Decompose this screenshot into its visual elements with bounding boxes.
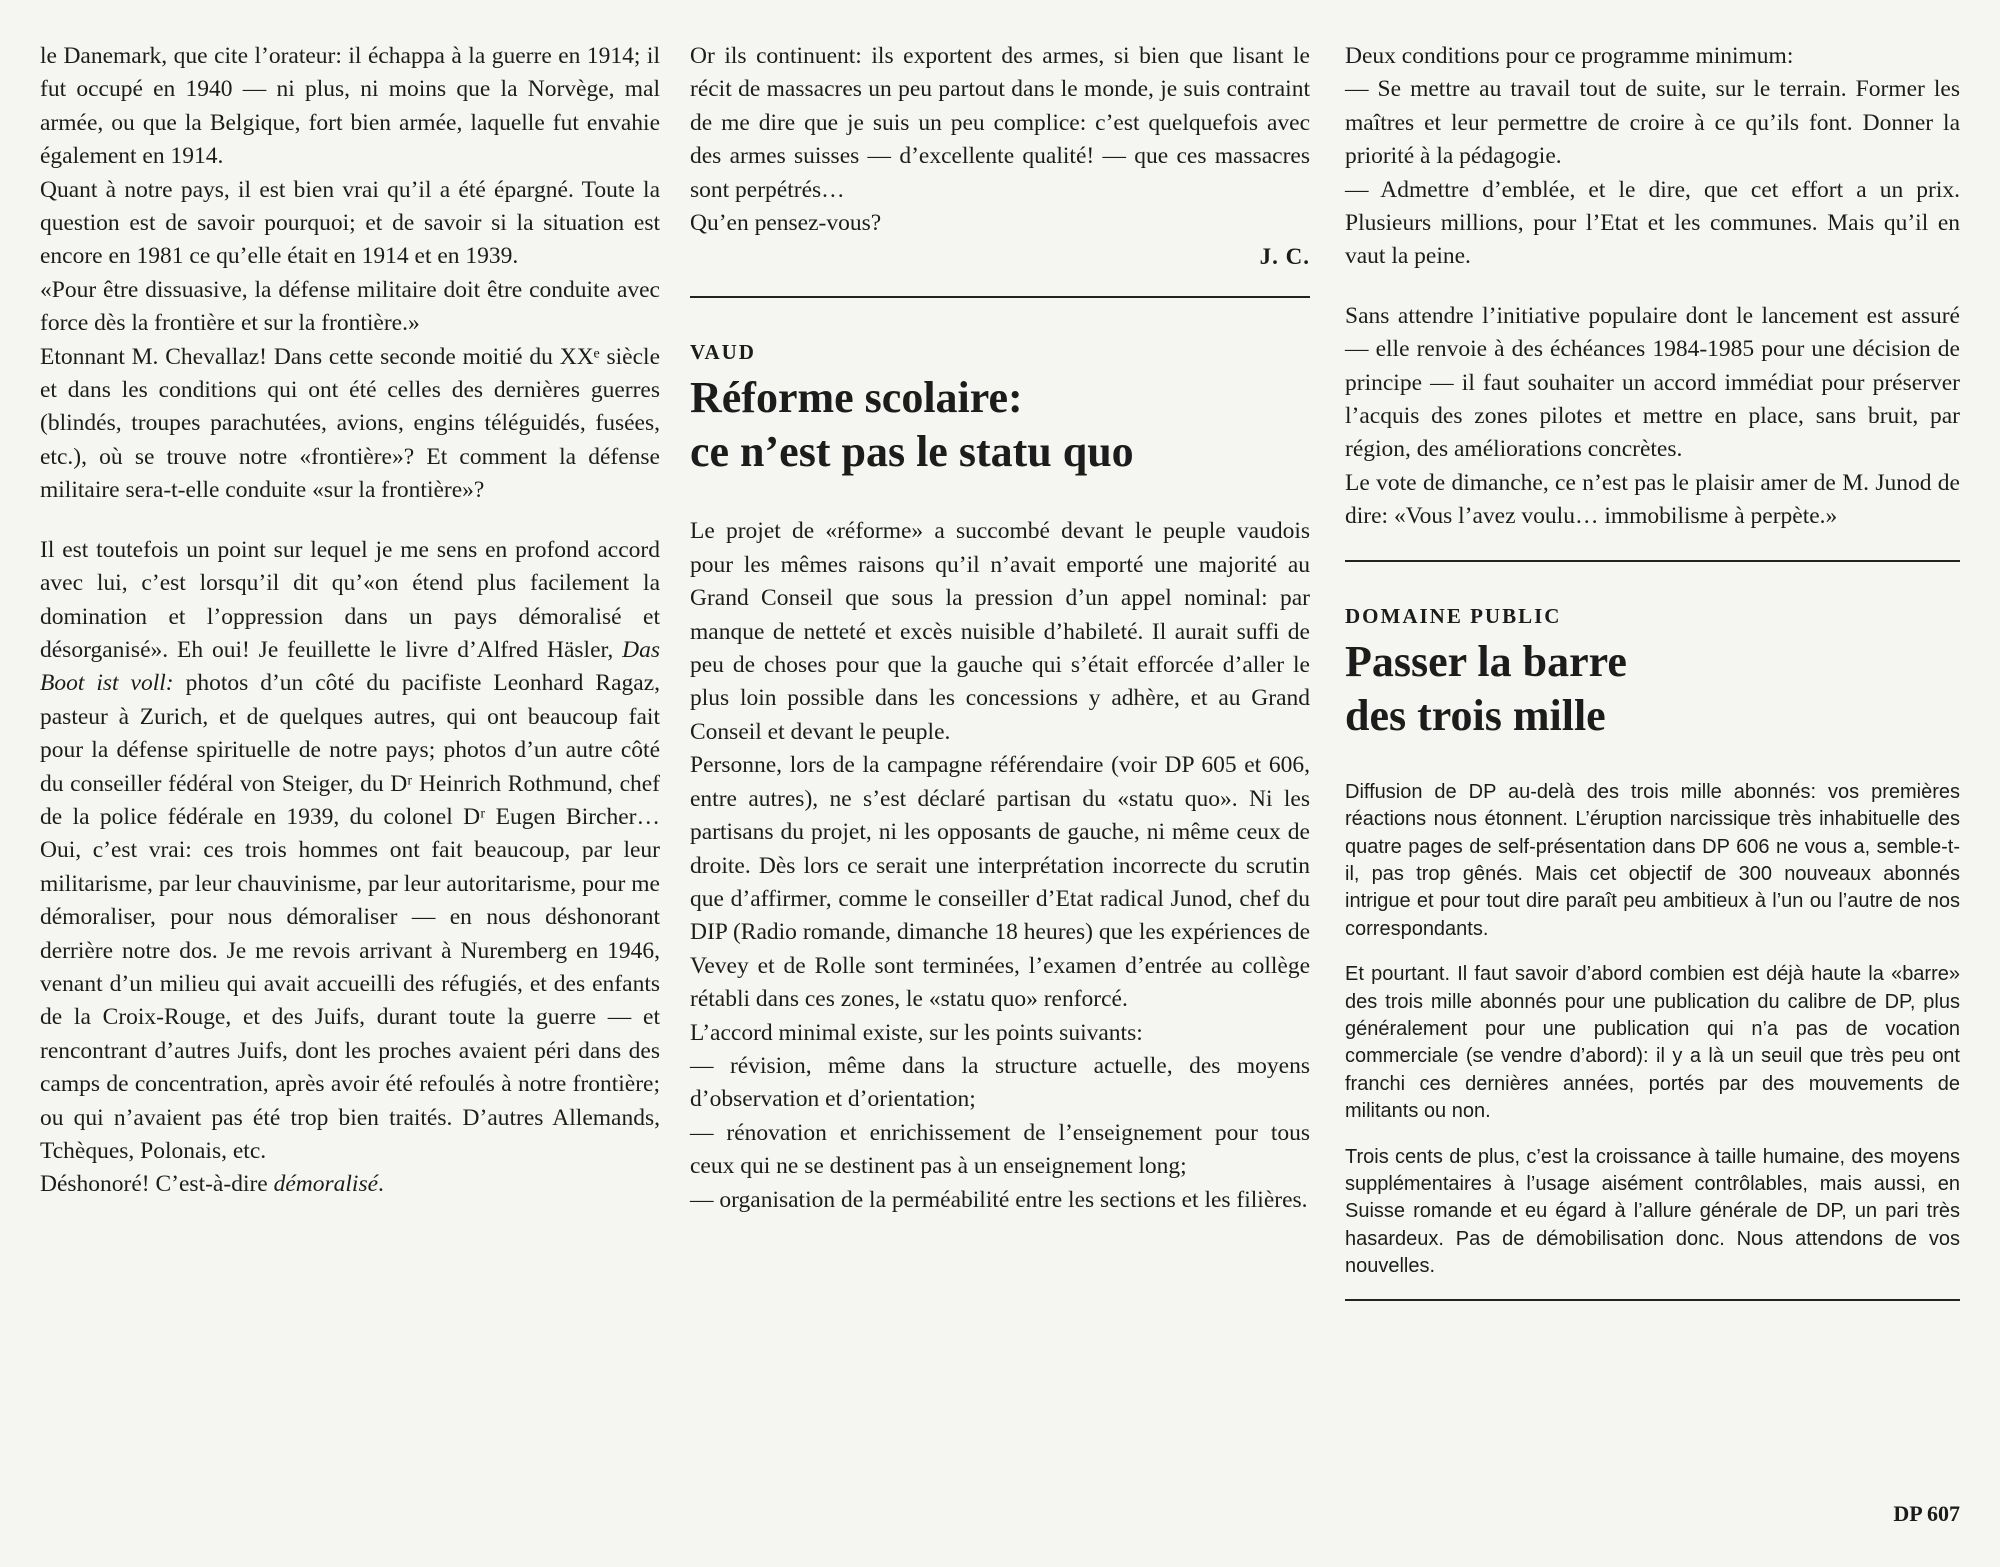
paragraph: Or ils continuent: ils exportent des armes, si bien que lisant le récit de massacres un peu partout dans le monde, je suis contraint de me dire que je suis un peu complice: c’est quelquefois avec des armes suisses — d’excellente qualité! — que ces massacres sont perpétrés…	[690, 43, 1310, 203]
list-item: — Se mettre au travail tout de suite, sur le terrain. Former les maîtres et leur permettre de croire à ce qu’ils font. Donner la priorité à la pédagogie.	[1345, 76, 1960, 170]
title-line: ce n’est pas le statu quo	[690, 427, 1134, 477]
book-title: Das Boot ist voll:	[40, 636, 660, 697]
list-item: — révision, même dans la structure actuelle, des moyens d’observation et d’orientation;	[690, 1052, 1310, 1113]
paragraph: Le projet de «réforme» a succombé devant le peuple vaudois pour les mêmes raisons qu’il n’avait emporté une majorité au Grand Conseil que sous la pression d’un appel nominal: par manque de netteté et excès nuisible d’habileté. Il aurait suffi de peu de choses pour que la gauche qui s’était efforcée d’aller le plus loin possible dans les concessions y adhère, et au Grand Conseil et devant le peuple.	[690, 518, 1310, 745]
paragraph: Deux conditions pour ce programme minimum:	[1345, 43, 1794, 69]
text-run: .	[378, 1171, 384, 1198]
paragraph: Etonnant M. Chevallaz! Dans cette seconde moitié du XXᵉ siècle et dans les conditions qui ont été celles des dernières guerres (blindés, troupes parachutées, avions, engins téléguidés, fusées, etc.), où se trouve notre «frontière»? Et comment la défense militaire sera-t-elle conduite «sur la frontière»?	[40, 343, 660, 504]
section-kicker: VAUD	[690, 340, 756, 365]
paragraph: Le vote de dimanche, ce n’est pas le plaisir amer de M. Junod de dire: «Vous l’avez voulu… immobilisme à perpète.»	[1345, 469, 1960, 530]
article-title	[690, 371, 1310, 479]
title-line: Passer la barre	[1345, 636, 1627, 686]
title-line: des trois mille	[1345, 690, 1606, 740]
paragraph: L’accord minimal existe, sur les points suivants:	[690, 1019, 1143, 1046]
list-item: — Admettre d’emblée, et le dire, que cet effort a un prix. Plusieurs millions, pour l’Etat et les communes. Mais qu’il en vaut la peine.	[1345, 176, 1960, 270]
text-run: Déshonoré! C’est-à-dire	[40, 1171, 274, 1198]
author-signature: J. C.	[1259, 244, 1310, 270]
title-line: Réforme scolaire:	[690, 373, 1023, 423]
quote-paragraph: «Pour être dissuasive, la défense militaire doit être conduite avec force dès la frontière et sur la frontière.»	[40, 276, 660, 337]
column-right	[1345, 40, 1960, 1301]
section-divider	[1345, 560, 1960, 562]
sans-paragraph: Et pourtant. Il faut savoir d’abord combien est déjà haute la «barre» des trois mille abonnés pour une publication du calibre de DP, plus généralement pour une publication qui n’a pas de vocation commerciale (se vendre d’abord): il y a là un seuil que très peu ont franchi ces dernières années, portés par des mouvements de militants ou non.	[1345, 963, 1960, 1123]
column-left	[40, 40, 660, 1202]
section-kicker: DOMAINE PUBLIC	[1345, 603, 1562, 628]
paragraph: Quant à notre pays, il est bien vrai qu’il a été épargné. Toute la question est de savoir pourquoi; et de savoir si la situation est encore en 1981 ce qu’elle était en 1914 et en 1939.	[40, 176, 660, 270]
paragraph: Qu’en pensez-vous?	[690, 210, 882, 237]
list-item: — organisation de la perméabilité entre les sections et les filières.	[690, 1186, 1308, 1213]
sans-paragraph: Diffusion de DP au-delà des trois mille abonnés: vos premières réactions nous étonnent. L’éruption narcissique très inhabituelle des quatre pages de self-présentation dans DP 606 ne vous a, semble-t-il, pas trop gênés. Mais cet objectif de 300 nouveaux abonnés intrigue et pour tout dire paraît peu ambitieux à l’un ou l’autre de nos correspondants.	[1345, 780, 1960, 940]
paragraph: Personne, lors de la campagne référendaire (voir DP 605 et 606, entre autres), ne s’est déclaré partisan du «statu quo». Ni les partisans du projet, ni les opposants de gauche, ni même ceux de droite. Dès lors ce serait une interprétation incorrecte du scrutin que d’affirmer, comme le conseiller d’Etat radical Junod, chef du DIP (Radio romande, dimanche 18 heures) que les expériences de Vevey et de Rolle sont terminées, l’examen d’entrée au collège rétabli dans ces zones, le «statu quo» renforcé.	[690, 752, 1310, 1013]
list-item: — rénovation et enrichissement de l’enseignement pour tous ceux qui ne se destinent pas à un enseignement long;	[690, 1119, 1310, 1180]
page-number: DP 607	[1893, 1501, 1960, 1526]
text-run: photos d’un côté du pacifiste Leonhard Ragaz, pasteur à Zurich, et de quelques autres, qui ont beaucoup fait pour la défense spirituelle de notre pays; photos d’un autre côté du conseiller fédéral von Steiger, du Dʳ Heinrich Rothmund, chef de la police fédérale en 1939, du colonel Dʳ Eugen Bircher… Oui, c’est vrai: ces trois hommes ont fait beaucoup, par leur militarisme, par leur chauvinisme, par leur autoritarisme, pour me démoraliser, pour nous démoraliser — en nous déshonorant derrière notre dos. Je me revois arrivant à Nuremberg en 1946, venant d’un milieu qui avait accueilli des réfugiés, et des enfants de la Croix-Rouge, et des Juifs, durant toute la guerre — et rencontrant d’autres Juifs, dont les proches avaient péri dans des camps de concentration, après avoir été refoulés à notre frontière; ou qui n’avaient pas été trop bien traités. D’autres Allemands, Tchèques, Polonais, etc.	[40, 670, 660, 1164]
section-divider	[690, 296, 1310, 298]
paragraph: Sans attendre l’initiative populaire dont le lancement est assuré — elle renvoie à des échéances 1984-1985 pour une décision de principe — il faut souhaiter un accord immédiat pour préserver l’acquis des zones pilotes et mettre en place, sans bruit, par région, des améliorations concrètes.	[1345, 302, 1960, 463]
column-middle	[690, 40, 1310, 1217]
sans-paragraph: Trois cents de plus, c’est la croissance à taille humaine, des moyens supplémentaires à l’usage aisément contrôlables, mais aussi, en Suisse romande et eu égard à l’allure générale de DP, un pari très hasardeux. Pas de démobilisation donc. Nous attendons de vos nouvelles.	[1345, 1145, 1960, 1278]
emphasis: démoralisé	[273, 1171, 379, 1198]
paragraph	[40, 1168, 660, 1201]
paragraph	[40, 534, 660, 1169]
paragraph: le Danemark, que cite l’orateur: il échappa à la guerre en 1914; il fut occupé en 1940 — ni plus, ni moins que la Norvège, mal armée, ou que la Belgique, fort bien armée, laquelle fut envahie également en 1914.	[40, 43, 660, 170]
article-title	[1345, 635, 1960, 743]
section-divider	[1345, 1299, 1960, 1301]
text-run: Il est toutefois un point sur lequel je me sens en profond accord avec lui, c’est lorsqu’il dit qu’«on étend plus facilement la domination et l’oppression dans un pays démoralisé et désorganisé». Eh oui! Je feuillette le livre d’Alfred Häsler,	[40, 536, 660, 663]
